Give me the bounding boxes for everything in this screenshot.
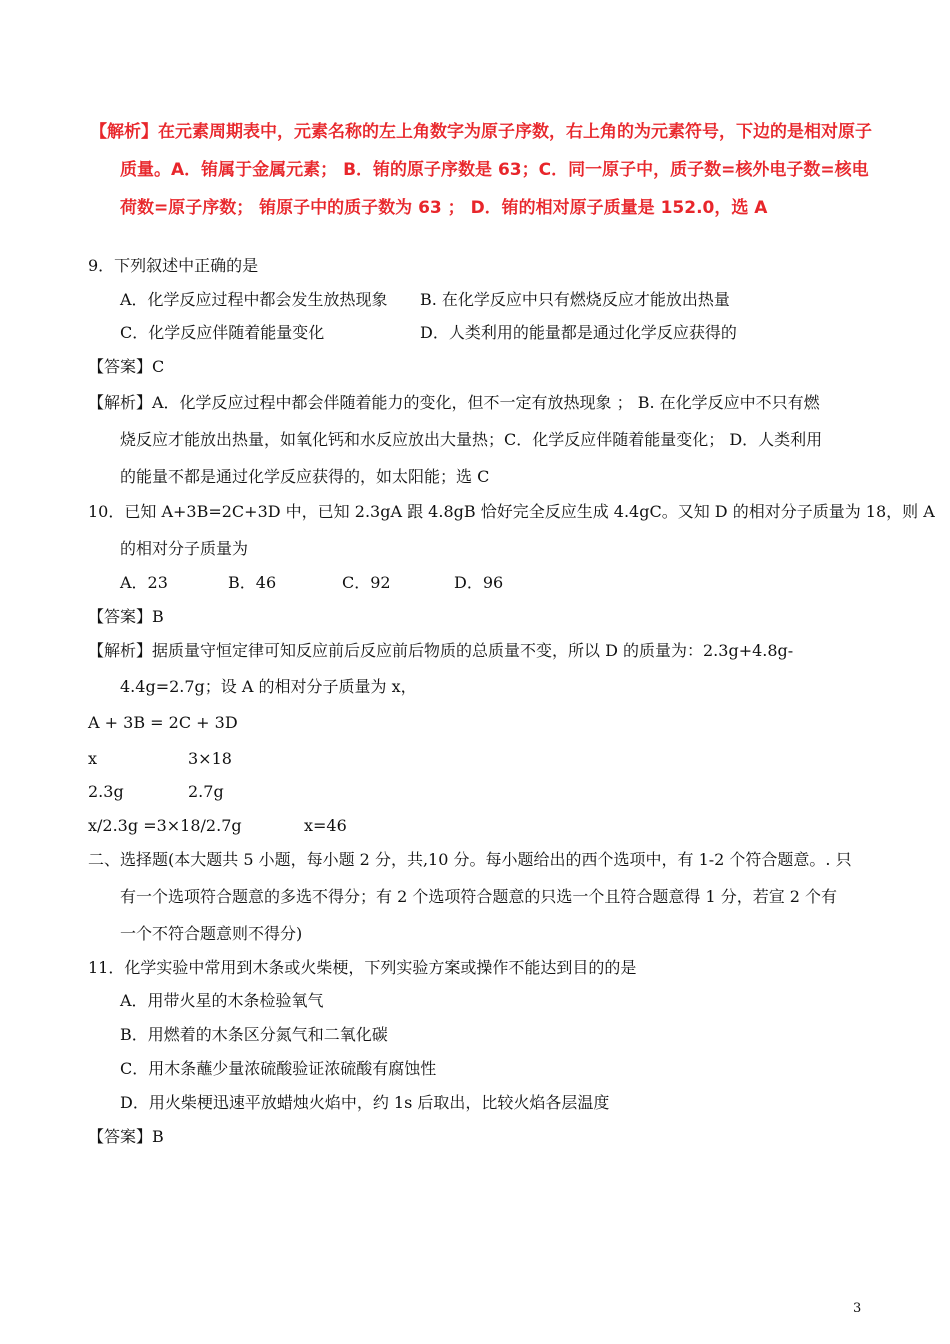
prev-analysis-line-1: 【解析】在元素周期表中，元素名称的左上角数字为原子序数，右上角的为元素符号，下边的是相对原子 bbox=[90, 122, 872, 142]
section2-instructions-line-3: 一个不符合题意则不得分) bbox=[120, 924, 303, 943]
q9-analysis-line-2: 烧反应才能放出热量，如氧化钙和水反应放出大量热；C．化学反应伴随着能量变化； D．人类利用 bbox=[120, 430, 823, 449]
page-number: 3 bbox=[853, 1301, 862, 1316]
q11-option-c: C．用木条蘸少量浓硫酸验证浓硫酸有腐蚀性 bbox=[120, 1059, 437, 1078]
q10-analysis-line-1: 【解析】据质量守恒定律可知反应前后反应前后物质的总质量不变，所以 D 的质量为：2.3g+4.8g- bbox=[88, 641, 794, 660]
q10-option-c: C．92 bbox=[342, 573, 391, 592]
prev-analysis-line-3: 荷数=原子序数； 铕原子中的质子数为 63 ； D．铕的相对原子质量是 152.0，选 A bbox=[120, 198, 768, 218]
q10-calc-ratio: x/2.3g =3×18/2.7g bbox=[88, 816, 242, 835]
q10-calc-2-7g: 2.7g bbox=[188, 782, 224, 801]
q10-answer: 【答案】B bbox=[88, 607, 164, 626]
section2-instructions-line-1: 二、选择题(本大题共 5 小题，每小题 2 分，共,10 分。每小题给出的西个选项中，有 1-2 个符合题意。. 只 bbox=[88, 850, 852, 869]
q10-calc-3x18: 3×18 bbox=[188, 749, 232, 768]
q9-analysis-line-3: 的能量不都是通过化学反应获得的，如太阳能；选 C bbox=[120, 467, 490, 486]
q9-stem: 9．下列叙述中正确的是 bbox=[88, 256, 259, 275]
prev-analysis-line-2: 质量。A．铕属于金属元素； B．铕的原子序数是 63；C．同一原子中，质子数=核外电子数=核电 bbox=[120, 160, 869, 180]
q11-answer: 【答案】B bbox=[88, 1127, 164, 1146]
q10-option-d: D．96 bbox=[454, 573, 504, 592]
q9-option-d: D．人类利用的能量都是通过化学反应获得的 bbox=[420, 323, 737, 342]
q10-stem-line-1: 10．已知 A+3B=2C+3D 中，已知 2.3gA 跟 4.8gB 恰好完全反应生成 4.4gC。又知 D 的相对分子质量为 18，则 A bbox=[88, 502, 935, 521]
q11-option-b: B．用燃着的木条区分氮气和二氧化碳 bbox=[120, 1025, 388, 1044]
q10-option-b: B．46 bbox=[228, 573, 277, 592]
q9-option-b: B. 在化学反应中只有燃烧反应才能放出热量 bbox=[420, 290, 730, 309]
q10-equation: A + 3B = 2C + 3D bbox=[88, 713, 238, 732]
q10-calc-x: x bbox=[88, 749, 98, 768]
q9-answer: 【答案】C bbox=[88, 357, 165, 376]
q9-option-a: A．化学反应过程中都会发生放热现象 bbox=[120, 290, 388, 309]
q10-calc-result: x=46 bbox=[304, 816, 347, 835]
q11-option-a: A．用带火星的木条检验氧气 bbox=[120, 991, 324, 1010]
q10-option-a: A．23 bbox=[120, 573, 168, 592]
q9-analysis-line-1: 【解析】A．化学反应过程中都会伴随着能力的变化，但不一定有放热现象 ； B. 在化学反应中不只有燃 bbox=[88, 393, 820, 412]
q11-stem: 11．化学实验中常用到木条或火柴梗，下列实验方案或操作不能达到目的的是 bbox=[88, 958, 637, 977]
q10-analysis-line-2: 4.4g=2.7g；设 A 的相对分子质量为 x， bbox=[120, 677, 417, 696]
q9-option-c: C．化学反应伴随着能量变化 bbox=[120, 323, 325, 342]
q10-calc-2-3g: 2.3g bbox=[88, 782, 124, 801]
q10-stem-line-2: 的相对分子质量为 bbox=[120, 539, 249, 558]
section2-instructions-line-2: 有一个选项符合题意的多选不得分；有 2 个选项符合题意的只选一个且符合题意得 1 分，若宣 2 个有 bbox=[120, 887, 838, 906]
q11-option-d: D．用火柴梗迅速平放蜡烛火焰中，约 1s 后取出，比较火焰各层温度 bbox=[120, 1093, 610, 1112]
